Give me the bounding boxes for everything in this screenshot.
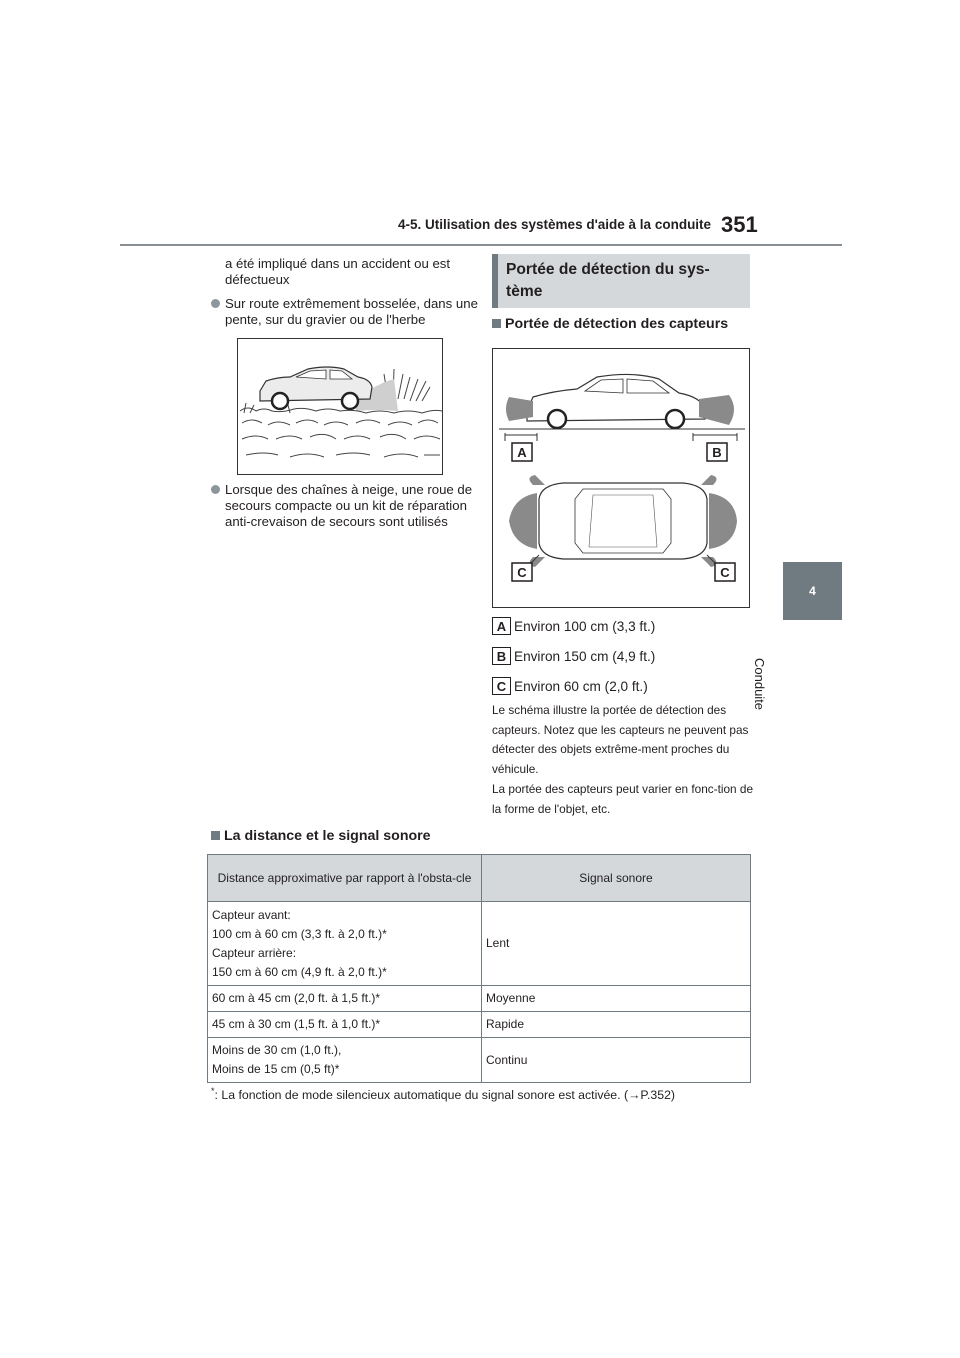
bullet-dot-icon <box>211 299 220 308</box>
subheading-text: Portée de détection des capteurs <box>505 316 729 332</box>
legend-item-a <box>492 617 655 635</box>
footnote-mark: * <box>211 1086 215 1096</box>
table-cell <box>208 902 482 986</box>
sensor-range-car-icon <box>493 349 751 609</box>
footnote <box>211 1086 675 1102</box>
bullet-text: Sur route extrêmement bosselée, dans une pente, sur du gravier ou de l'herbe <box>225 296 478 327</box>
table-row <box>208 902 751 986</box>
table-row <box>208 1038 751 1083</box>
label-c-left: C <box>517 565 527 580</box>
square-bullet-icon <box>492 319 501 328</box>
table-cell: Moyenne <box>482 986 751 1012</box>
bullet-item <box>211 296 481 328</box>
sensor-range-diagram <box>492 348 750 608</box>
table-header-cell: Distance approximative par rapport à l'obsta-cle <box>208 855 482 902</box>
legend-item-b <box>492 647 655 665</box>
table-cell: Continu <box>482 1038 751 1083</box>
table-row <box>208 1012 751 1038</box>
cell-line: Capteur avant: <box>212 907 291 922</box>
table-row <box>208 986 751 1012</box>
page-number: 351 <box>721 212 758 237</box>
table-cell: Rapide <box>482 1012 751 1038</box>
label-a: A <box>517 445 527 460</box>
legend-key: C <box>492 677 511 695</box>
section-heading: Portée de détection du sys-tème <box>492 254 750 308</box>
label-c-right: C <box>720 565 730 580</box>
legend-item-c <box>492 677 648 695</box>
table-cell: 45 cm à 30 cm (1,5 ft. à 1,0 ft.)* <box>208 1012 482 1038</box>
bullet-item <box>211 482 481 530</box>
car-on-rough-terrain-illustration <box>237 338 443 475</box>
table-cell <box>208 1038 482 1083</box>
cell-line: Moins de 30 cm (1,0 ft.), <box>212 1043 342 1057</box>
continuation-text: a été impliqué dans un accident ou est défectueux <box>225 256 451 287</box>
header-section-title: 4-5. Utilisation des systèmes d'aide à la conduite <box>398 217 712 232</box>
table-cell: 60 cm à 45 cm (2,0 ft. à 1,5 ft.)* <box>208 986 482 1012</box>
cell-line: Moins de 15 cm (0,5 ft)* <box>212 1062 340 1076</box>
bullet-dot-icon <box>211 485 220 494</box>
table-header-cell: Signal sonore <box>482 855 751 902</box>
legend-text: Environ 150 cm (4,9 ft.) <box>514 648 656 664</box>
legend-text: Environ 60 cm (2,0 ft.) <box>514 678 648 694</box>
description-paragraph: La portée des capteurs peut varier en fonc-tion de la forme de l'objet, etc. <box>492 782 754 816</box>
table-cell: Lent <box>482 902 751 986</box>
legend-text: Environ 100 cm (3,3 ft.) <box>514 618 656 634</box>
legend-key: B <box>492 647 511 665</box>
cell-line: 100 cm à 60 cm (3,3 ft. à 2,0 ft.)* <box>212 926 387 941</box>
label-b: B <box>712 445 722 460</box>
subheading-sensor-range <box>492 316 728 332</box>
cell-line: Capteur arrière: <box>212 945 297 960</box>
table-header-row <box>208 855 751 902</box>
distance-signal-table <box>207 854 751 1083</box>
header-divider <box>120 244 842 246</box>
description-paragraph: Le schéma illustre la portée de détection des capteurs. Notez que les capteurs ne peuvent pas détecter des objets extrême-ment proches du véhicule. <box>492 703 749 776</box>
cell-line: 150 cm à 60 cm (4,9 ft. à 2,0 ft.)* <box>212 964 387 979</box>
footnote-text: : La fonction de mode silencieux automatique du signal sonore est activée. (→P.352) <box>214 1088 676 1103</box>
legend-key: A <box>492 617 511 635</box>
bullet-text: Lorsque des chaînes à neige, une roue de secours compacte ou un kit de réparation anti-crevaison de secours sont utilisés <box>225 482 473 529</box>
subheading-text: La distance et le signal sonore <box>224 828 431 844</box>
subheading-distance-signal <box>211 828 431 844</box>
chapter-tab: 4 <box>783 562 842 620</box>
rough-terrain-car-icon <box>238 339 444 476</box>
chapter-label: Conduite <box>752 658 767 711</box>
square-bullet-icon <box>211 831 220 840</box>
